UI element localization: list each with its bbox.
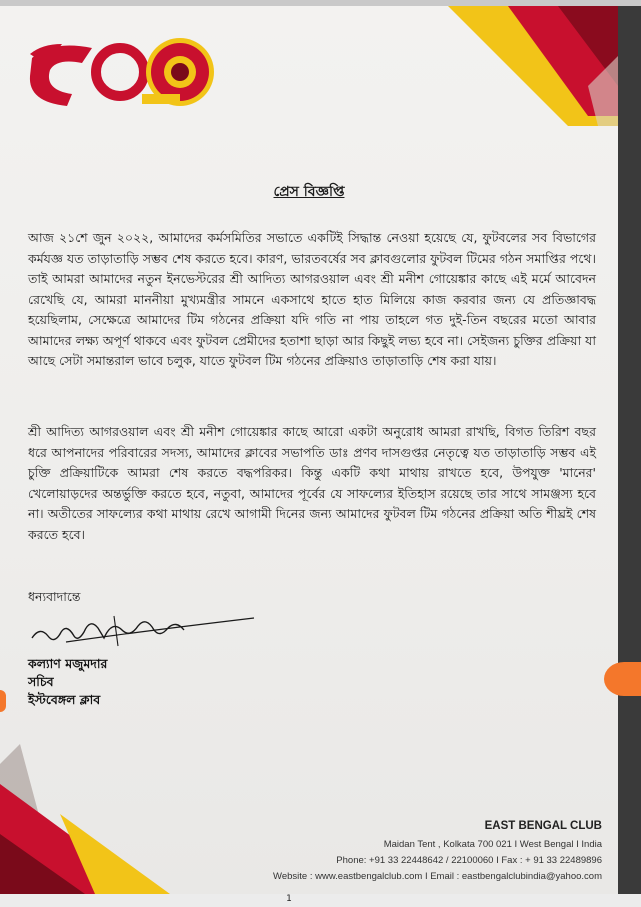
- centenary-logo: [22, 28, 222, 112]
- paragraph-1: আজ ২১শে জুন ২০২২, আমাদের কর্মসমিতির সভাতে একটিই সিদ্ধান্ত নেওয়া হয়েছে যে, ফুটবলের সব বিভাগের কর্মযজ্ঞ যত তাড়াতাড়ি সম্ভব শেষ করতে হবে। কারণ, ভারতবর্ষের সব ক্লাবগুলোর ফুটবল টিমের গঠন সমাপ্তির পথে। তাই আমরা আমাদের নতুন ইনভেস্টরের শ্রী আদিত্য আগরওয়াল এবং শ্রী মনীশ গোয়েঙ্কার কাছে এই মর্মে আবেদন রেখেছি যে, আমরা মাননীয়া মুখ্যমন্ত্রীর সামনে একসাথে হাতে হাত মিলিয়ে কাজ করবার জন্য যে প্রতিজ্ঞাবদ্ধ হয়েছিলাম, সেক্ষেত্রে আমাদের টিম গঠনের প্রক্রিয়া যদি গতি না পায় তাহলে গত দুই-তিন বছরের মতো আবার আমাদের লক্ষ্য অপূর্ণ থাকবে এবং ফুটবল প্রেমীদের হতাশা ছাড়া আর কিছুই লভ্য হবে না। সেইজন্য চুক্তির প্রক্রিয়া যা আছে সেটা সমান্তরাল ভাবে চলুক, যাতে ফুটবল টিম গঠনের প্রক্রিয়াও তাড়াতাড়ি শেষ করা যায়।: [28, 230, 596, 368]
- signatory-name: কল্যাণ মজুমদার: [28, 656, 108, 671]
- footer-website: Website : www.eastbengalclub.com I Email : eastbengalclubindia@yahoo.com: [273, 871, 602, 882]
- signatory-organization: ইস্টবেঙ্গল ক্লাব: [28, 692, 101, 707]
- page-number: 1: [286, 894, 292, 904]
- bottom-margin: [0, 894, 641, 907]
- orange-marker: [604, 662, 641, 696]
- closing-salutation: ধন্যবাদান্তে: [28, 589, 81, 604]
- footer-address: Maidan Tent , Kolkata 700 021 I West Bengal I India: [383, 839, 602, 850]
- orange-marker-left: [0, 690, 6, 712]
- signatory-title: সচিব: [28, 674, 54, 689]
- footer-club-name: EAST BENGAL CLUB: [484, 820, 602, 832]
- footer-phone: Phone: +91 33 22448642 / 22100060 I Fax : + 91 33 22489896: [336, 855, 602, 866]
- page-title: প্রেস বিজ্ঞপ্তি: [273, 184, 345, 200]
- paragraph-2: শ্রী আদিত্য আগরওয়াল এবং শ্রী মনীশ গোয়েঙ্কার কাছে আরো একটা অনুরোধ আমরা রাখছি, বিগত তিরিশ বছর ধরে আপনাদের পরিবারের সদস্য, আমাদের ক্লাবের সভাপতি ডাঃ প্রণব দাসগুপ্তর নেতৃত্বে যত তাড়াতাড়ি সম্ভব এই চুক্তি প্রক্রিয়াটিকে আমরা শেষ করতে বদ্ধপরিকর। কিন্তু একটি কথা মাথায় রাখতে হবে, উপযুক্ত 'মানের' খেলোয়াড়দের অন্তর্ভুক্তি করতে হবে, নতুবা, আমাদের পূর্বের যে সাফল্যের ইতিহাস রয়েছে তার সাথে সামঞ্জস্য হবে না। অতীতের সাফল্যের কথা মাথায় রেখে আগামী দিনের জন্য আমাদের ফুটবল টিম গঠনের প্রক্রিয়া অতি শীঘ্রই শেষ করতে হবে।: [28, 424, 596, 542]
- handwritten-signature: [26, 608, 256, 654]
- letter-page: [0, 6, 618, 894]
- corner-decoration-top: [438, 6, 618, 126]
- corner-decoration-bottom: [0, 744, 180, 894]
